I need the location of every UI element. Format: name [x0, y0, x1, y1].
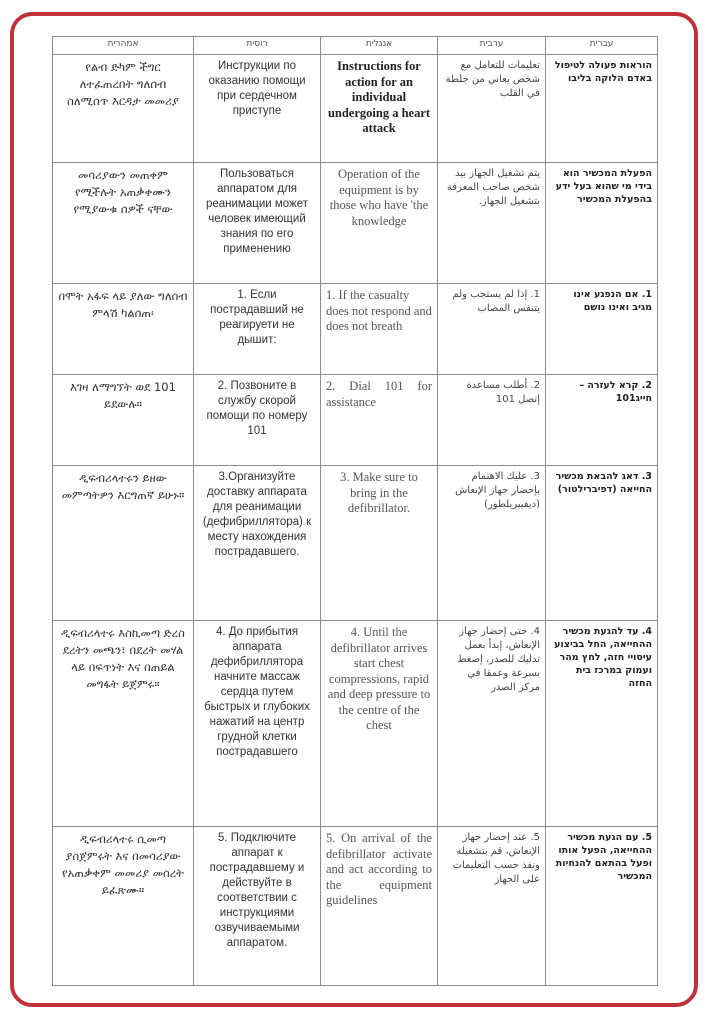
cell-amharic: ዲፍብሪላተሩ ሲመጣ ያስጀምሩት እና በመሳሪያው የአጠቃቀም መመሪያ መሰረት ይፈጽሙ። — [53, 827, 194, 986]
table-row-title — [53, 55, 658, 163]
cell-english: 4. Until the defibrillator arrives start chest compressions, rapid and deep pressure to the centre of the chest — [321, 621, 438, 827]
table-row-step-3 — [53, 466, 658, 621]
cell-arabic: يتم تشغيل الجهاز بيد شخص صاحب المعرفة بتشغيل الجهاز. — [438, 163, 546, 284]
cell-english: 3. Make sure to bring in the defibrillator. — [321, 466, 438, 621]
cell-arabic: تعليمات للتعامل مع شخص يعاني من جلطة في القلب — [438, 55, 546, 163]
cell-arabic: 2. أطلب مساعدة إتصل 101 — [438, 375, 546, 466]
table-row-operation — [53, 163, 658, 284]
cell-english: Instructions for action for an individual undergoing a heart attack — [321, 55, 438, 163]
table-row-step-2 — [53, 375, 658, 466]
header-row — [53, 37, 658, 55]
cell-arabic: 5. عند إحضار جهاز الإنعاش، قم بتشغيله ونفذ حسب التعليمات على الجهاز — [438, 827, 546, 986]
header-hebrew: עברית — [546, 37, 658, 55]
cell-amharic: የልብ ድካም ችግር ለተፈጠረበት ግለሰብ ስለሚሰጥ እርዳታ መመሪያ — [53, 55, 194, 163]
cell-hebrew: 4. עד להגעת מכשיר ההחייאה, החל בביצוע עיסויי חזה, לחץ מהר ועמוק במרכז בית החזה — [546, 621, 658, 827]
cell-hebrew: 5. עם הגעת מכשיר ההחייאה, הפעל אותו ופעל בהתאם להנחיות המכשיר — [546, 827, 658, 986]
header-english: אנגלית — [321, 37, 438, 55]
header-russian: רוסית — [194, 37, 321, 55]
cell-russian: 2. Позвоните в службу скорой помощи по номеру 101 — [194, 375, 321, 466]
cell-hebrew: 3. דאג להבאת מכשיר החייאה (דפיברילטור) — [546, 466, 658, 621]
table-row-step-5 — [53, 827, 658, 986]
cell-amharic: እገዛ ለማግኘት ወደ 101 ይደውሉ። — [53, 375, 194, 466]
cell-english: Operation of the equipment is by those who have 'the knowledge — [321, 163, 438, 284]
table-row-step-1 — [53, 284, 658, 375]
instructions-table — [52, 36, 658, 986]
cell-hebrew: 1. אם הנפגע אינו מגיב ואינו נושם — [546, 284, 658, 375]
cell-russian: 1. Если пострадавший не реагируети не дышит: — [194, 284, 321, 375]
cell-amharic: መሳሪያውን መጠቀም የሚችሉት አጠቃቀሙን የሚያውቁ ሰዎች ናቸው — [53, 163, 194, 284]
cell-amharic: ዲፍብሪላተሩን ይዘው መምጣትዎን እርግጠኛ ይሁኑ። — [53, 466, 194, 621]
cell-russian: 5. Подключите аппарат к пострадавшему и действуйте в соответствии с инструкциями озвучиваемыми аппаратом. — [194, 827, 321, 986]
cell-hebrew: 2. קרא לעזרה – חייג101 — [546, 375, 658, 466]
cell-russian: 4. До прибытия аппарата дефибриллятора начните массаж сердца путем быстрых и глубоких нажатий на центр грудной клетки пострадавшего — [194, 621, 321, 827]
cell-arabic: 4. حتى إحضار جهاز الإنعاش، إبدأ بعمل تدليك للصدر، إضغط بسرعة وعمقا في مركز الصدر — [438, 621, 546, 827]
header-amharic: אמהרית — [53, 37, 194, 55]
cell-english: 5. On arrival of the defibrillator activate and act according to the equipment guidelines — [321, 827, 438, 986]
cell-amharic: በሞት አፋፍ ላይ ያለው ግለሰብ ምላሽ ካልሰጠ፡ — [53, 284, 194, 375]
cell-russian: 3.Организуйте доставку аппарата для реанимации (дефибриллятора) к месту нахождения пострадавшего. — [194, 466, 321, 621]
table-row-step-4 — [53, 621, 658, 827]
cell-hebrew: הוראות פעולה לטיפול באדם הלוקה בליבו — [546, 55, 658, 163]
cell-arabic: 1. إذا لم يستجب ولم يتنفس المصاب — [438, 284, 546, 375]
cell-english: 2. Dial 101 for assistance — [321, 375, 438, 466]
cell-english: 1. If the casualty does not respond and does not breath — [321, 284, 438, 375]
header-arabic: ערבית — [438, 37, 546, 55]
cell-russian: Инструкции по оказанию помощи при сердечном приступе — [194, 55, 321, 163]
cell-arabic: 3. عليك الاهتمام بإحضار جهاز الإنعاش (ديفيبريلطور) — [438, 466, 546, 621]
cell-russian: Пользоваться аппаратом для реанимации может человек имеющий знания по его применению — [194, 163, 321, 284]
cell-hebrew: הפעלת המכשיר הוא בידי מי שהוא בעל ידע בהפעלת המכשיר — [546, 163, 658, 284]
cell-amharic: ዲፍብሪላተሩ እስኪመጣ ድረስ ደረትን መጫን፣ በደረት መሃል ላይ በፍጥነት እና በጠይል መግፋት ይጀምሩ። — [53, 621, 194, 827]
